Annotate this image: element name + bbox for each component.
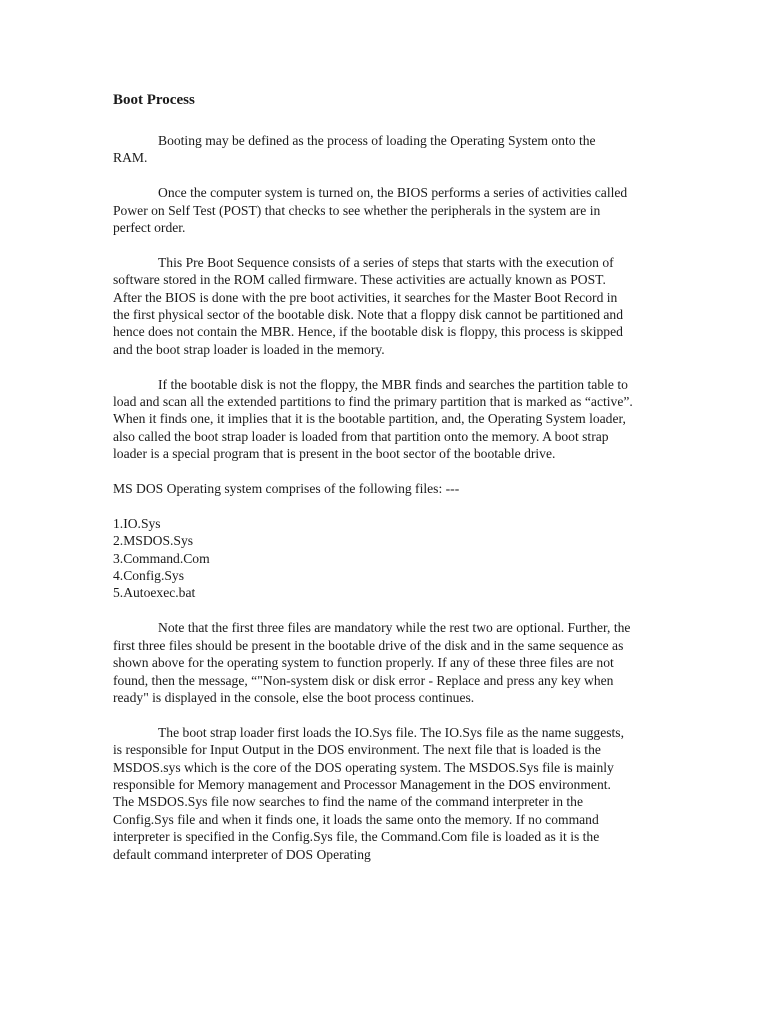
- paragraph-pre-boot-sequence: This Pre Boot Sequence consists of a series of steps that starts with the execution of software stored in the ROM called firmware. These activities are actually known as POST. After the BIOS is done with the pre boot activities, it searches for the Master Boot Record in the first physical sector of the bootable disk. Note that a floppy disk cannot be partitioned and hence does not contain the MBR. Hence, if the bootable disk is floppy, this process is skipped and the boot strap loader is loaded in the memory.: [113, 254, 624, 357]
- paragraph-post: Once the computer system is turned on, the BIOS performs a series of activities called Power on Self Test (POST) that checks to see whether the peripherals in the system are in perfect order.: [113, 185, 628, 236]
- list-item: 2.MSDOS.Sys: [113, 533, 194, 549]
- list-item: 1.IO.Sys: [113, 515, 161, 531]
- file-list: [113, 515, 633, 602]
- list-intro: MS DOS Operating system comprises of the following files: ---: [113, 481, 460, 497]
- paragraph-boot-strap-loader: The boot strap loader first loads the IO.Sys file. The IO.Sys file as the name suggests, is responsible for Input Output in the DOS environment. The next file that is loaded is the MSDOS.sys which is the core of the DOS operating system. The MSDOS.Sys file is mainly responsible for Memory management and Processor Management in the DOS environment. The MSDOS.Sys file now searches to find the name of the command interpreter in the Config.Sys file and when it finds one, it loads the same onto the memory. If no command interpreter is specified in the Config.Sys file, the Command.Com file is loaded as it is the default command interpreter of DOS Operating: [113, 724, 624, 862]
- list-item: 3.Command.Com: [113, 550, 210, 566]
- list-item: 5.Autoexec.bat: [113, 585, 196, 601]
- paragraph-mbr: If the bootable disk is not the floppy, the MBR finds and searches the partition table to load and scan all the extended partitions to find the primary partition that is marked as “active”. When it finds one, it implies that it is the bootable partition, and, the Operating System loader, also called the boot strap loader is loaded from that partition onto the memory. A boot strap loader is a special program that is present in the boot sector of the bootable drive.: [113, 376, 633, 462]
- list-item: 4.Config.Sys: [113, 568, 185, 584]
- document-page: [113, 90, 633, 880]
- paragraph-definition: Booting may be defined as the process of loading the Operating System onto the RAM.: [113, 133, 596, 166]
- paragraph-mandatory-files: Note that the first three files are mandatory while the rest two are optional. Further, the first three files should be present in the bootable drive of the disk and in the same sequence as shown above for the operating system to function properly. If any of these three files are not found, then the message, “"Non-system disk or disk error - Replace and press any key when ready" is displayed in the console, else the boot process continues.: [113, 620, 631, 705]
- page-title: Boot Process: [113, 92, 195, 108]
